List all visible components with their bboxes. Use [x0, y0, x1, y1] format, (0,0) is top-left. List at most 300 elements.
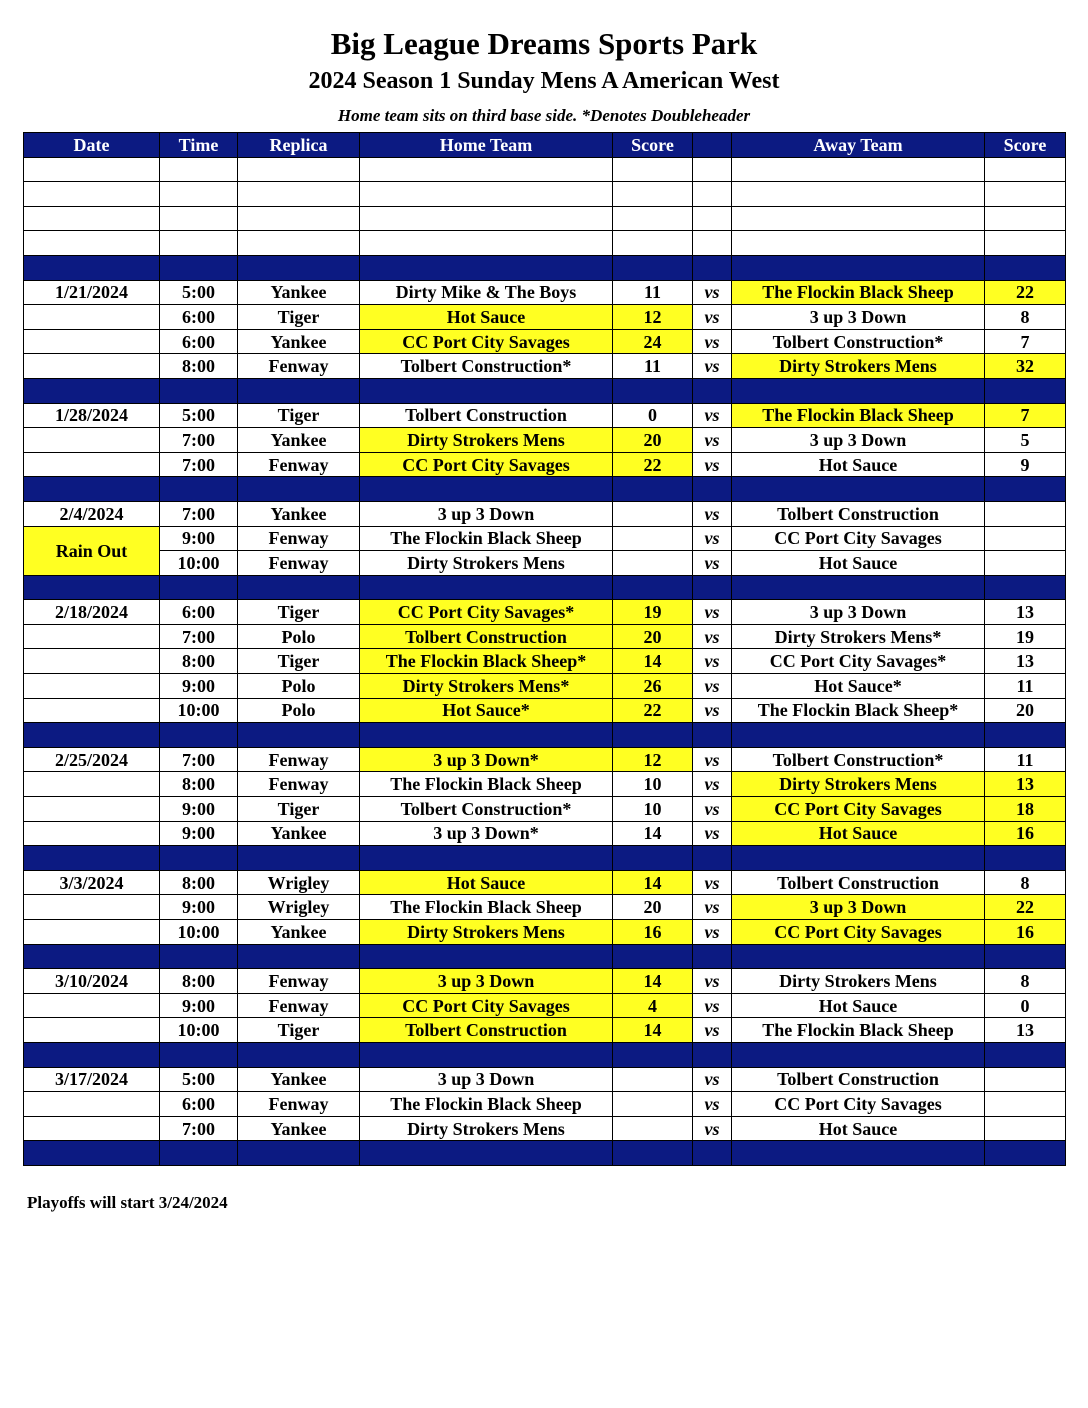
table-row	[24, 280, 1066, 305]
field-cell: Polo	[238, 674, 360, 699]
vs-cell: vs	[693, 649, 732, 674]
date-cell	[24, 1018, 160, 1043]
table-row	[24, 1092, 1066, 1117]
separator-cell	[24, 378, 160, 403]
date-cell	[24, 674, 160, 699]
time-cell: 9:00	[160, 797, 238, 822]
separator-cell	[160, 1042, 238, 1067]
separator-cell	[24, 1042, 160, 1067]
separator-cell	[985, 477, 1066, 502]
time-cell: 7:00	[160, 428, 238, 453]
home-team-cell: CC Port City Savages	[360, 329, 613, 354]
away-team-cell: Hot Sauce	[732, 452, 985, 477]
time-cell: 8:00	[160, 354, 238, 379]
table-row	[24, 305, 1066, 330]
separator-cell	[360, 477, 613, 502]
time-cell	[160, 182, 238, 207]
separator-cell	[238, 1141, 360, 1166]
home-team-cell: Tolbert Construction*	[360, 354, 613, 379]
home-score-cell: 12	[613, 305, 693, 330]
field-cell: Yankee	[238, 428, 360, 453]
separator-cell	[238, 944, 360, 969]
away-score-cell: 13	[985, 1018, 1066, 1043]
separator-cell	[360, 575, 613, 600]
field-cell: Fenway	[238, 354, 360, 379]
away-score-cell: 18	[985, 797, 1066, 822]
table-row	[24, 772, 1066, 797]
separator-cell	[985, 255, 1066, 280]
vs-cell	[693, 182, 732, 207]
vs-cell: vs	[693, 354, 732, 379]
away-team-cell: Hot Sauce*	[732, 674, 985, 699]
home-score-cell: 10	[613, 797, 693, 822]
field-cell: Wrigley	[238, 870, 360, 895]
vs-cell	[693, 231, 732, 256]
home-score-cell	[613, 526, 693, 551]
home-team-cell: Hot Sauce	[360, 305, 613, 330]
field-cell	[238, 206, 360, 231]
separator-cell	[985, 1042, 1066, 1067]
field-cell: Yankee	[238, 1067, 360, 1092]
time-cell: 7:00	[160, 747, 238, 772]
home-team-cell	[360, 157, 613, 182]
time-cell: 9:00	[160, 993, 238, 1018]
home-score-cell: 19	[613, 600, 693, 625]
away-team-cell: The Flockin Black Sheep	[732, 1018, 985, 1043]
home-team-cell: 3 up 3 Down	[360, 969, 613, 994]
away-team-cell: 3 up 3 Down	[732, 428, 985, 453]
week-separator	[24, 944, 1066, 969]
home-team-cell: Hot Sauce	[360, 870, 613, 895]
away-team-cell: Hot Sauce	[732, 993, 985, 1018]
home-score-cell	[613, 501, 693, 526]
header-row	[24, 133, 1066, 158]
time-cell: 8:00	[160, 772, 238, 797]
date-cell	[24, 182, 160, 207]
vs-cell: vs	[693, 797, 732, 822]
separator-cell	[160, 378, 238, 403]
home-score-cell: 14	[613, 870, 693, 895]
date-cell	[24, 452, 160, 477]
week-separator	[24, 477, 1066, 502]
vs-cell: vs	[693, 993, 732, 1018]
separator-cell	[693, 255, 732, 280]
separator-cell	[693, 846, 732, 871]
home-team-cell: Dirty Mike & The Boys	[360, 280, 613, 305]
vs-cell: vs	[693, 280, 732, 305]
date-cell: 1/21/2024	[24, 280, 160, 305]
separator-cell	[693, 575, 732, 600]
separator-cell	[24, 1141, 160, 1166]
table-row	[24, 403, 1066, 428]
separator-cell	[613, 477, 693, 502]
separator-cell	[160, 1141, 238, 1166]
date-cell	[24, 1116, 160, 1141]
separator-cell	[985, 846, 1066, 871]
separator-cell	[613, 575, 693, 600]
field-cell	[238, 182, 360, 207]
separator-cell	[238, 1042, 360, 1067]
field-cell: Fenway	[238, 969, 360, 994]
table-row	[24, 206, 1066, 231]
date-cell	[24, 797, 160, 822]
time-cell: 10:00	[160, 920, 238, 945]
home-score-cell	[613, 231, 693, 256]
home-team-cell: Dirty Strokers Mens*	[360, 674, 613, 699]
field-cell: Fenway	[238, 747, 360, 772]
time-cell: 6:00	[160, 305, 238, 330]
vs-cell: vs	[693, 747, 732, 772]
away-score-cell: 13	[985, 772, 1066, 797]
separator-cell	[238, 575, 360, 600]
field-cell: Yankee	[238, 821, 360, 846]
away-score-cell: 22	[985, 280, 1066, 305]
away-score-cell: 20	[985, 698, 1066, 723]
separator-cell	[693, 378, 732, 403]
time-cell: 5:00	[160, 403, 238, 428]
separator-cell	[985, 378, 1066, 403]
separator-cell	[238, 723, 360, 748]
table-row	[24, 993, 1066, 1018]
time-cell	[160, 231, 238, 256]
separator-cell	[613, 944, 693, 969]
field-cell: Yankee	[238, 920, 360, 945]
away-score-cell	[985, 501, 1066, 526]
away-team-cell: 3 up 3 Down	[732, 600, 985, 625]
date-cell: 3/3/2024	[24, 870, 160, 895]
rain-out-badge: Rain Out	[24, 526, 160, 575]
schedule-body	[24, 157, 1066, 1165]
away-team-cell: Dirty Strokers Mens	[732, 772, 985, 797]
away-score-cell: 7	[985, 403, 1066, 428]
home-team-cell	[360, 231, 613, 256]
vs-cell: vs	[693, 600, 732, 625]
away-score-cell: 13	[985, 600, 1066, 625]
time-cell: 7:00	[160, 624, 238, 649]
away-team-cell: CC Port City Savages	[732, 797, 985, 822]
table-row	[24, 354, 1066, 379]
field-cell	[238, 157, 360, 182]
home-score-cell: 14	[613, 649, 693, 674]
away-score-cell	[985, 1067, 1066, 1092]
field-cell: Yankee	[238, 280, 360, 305]
time-cell: 8:00	[160, 649, 238, 674]
away-score-cell	[985, 182, 1066, 207]
field-cell: Tiger	[238, 305, 360, 330]
time-cell: 10:00	[160, 1018, 238, 1043]
time-cell: 6:00	[160, 329, 238, 354]
away-team-cell: Dirty Strokers Mens	[732, 969, 985, 994]
separator-cell	[693, 477, 732, 502]
home-team-cell: CC Port City Savages*	[360, 600, 613, 625]
field-cell: Tiger	[238, 797, 360, 822]
separator-cell	[360, 1042, 613, 1067]
away-score-cell: 9	[985, 452, 1066, 477]
home-score-cell: 16	[613, 920, 693, 945]
field-cell: Fenway	[238, 526, 360, 551]
vs-cell: vs	[693, 452, 732, 477]
away-score-cell: 11	[985, 674, 1066, 699]
table-row	[24, 157, 1066, 182]
away-team-cell: 3 up 3 Down	[732, 305, 985, 330]
week-separator	[24, 378, 1066, 403]
vs-cell: vs	[693, 526, 732, 551]
vs-cell: vs	[693, 1018, 732, 1043]
away-score-cell: 8	[985, 305, 1066, 330]
away-team-cell: Tolbert Construction*	[732, 329, 985, 354]
home-team-cell	[360, 182, 613, 207]
table-row	[24, 821, 1066, 846]
home-score-cell: 26	[613, 674, 693, 699]
separator-cell	[238, 846, 360, 871]
separator-cell	[160, 575, 238, 600]
field-cell: Wrigley	[238, 895, 360, 920]
table-row	[24, 501, 1066, 526]
away-score-cell: 8	[985, 870, 1066, 895]
away-team-cell: The Flockin Black Sheep	[732, 403, 985, 428]
field-cell: Tiger	[238, 600, 360, 625]
col-away-score: Score	[985, 133, 1066, 158]
table-row	[24, 797, 1066, 822]
away-score-cell	[985, 1116, 1066, 1141]
vs-cell: vs	[693, 501, 732, 526]
home-score-cell: 14	[613, 969, 693, 994]
home-score-cell: 24	[613, 329, 693, 354]
away-score-cell	[985, 231, 1066, 256]
table-row	[24, 698, 1066, 723]
home-score-cell: 11	[613, 354, 693, 379]
field-cell: Fenway	[238, 772, 360, 797]
home-team-cell: 3 up 3 Down	[360, 1067, 613, 1092]
field-cell	[238, 231, 360, 256]
col-vs	[693, 133, 732, 158]
away-team-cell: CC Port City Savages	[732, 1092, 985, 1117]
away-team-cell	[732, 157, 985, 182]
page-title: Big League Dreams Sports Park	[330, 26, 758, 61]
time-cell: 8:00	[160, 870, 238, 895]
field-cell: Fenway	[238, 452, 360, 477]
home-score-cell: 20	[613, 624, 693, 649]
table-row	[24, 920, 1066, 945]
time-cell: 6:00	[160, 600, 238, 625]
separator-cell	[160, 477, 238, 502]
field-cell: Tiger	[238, 649, 360, 674]
col-date: Date	[24, 133, 160, 158]
home-team-cell: Hot Sauce*	[360, 698, 613, 723]
separator-cell	[613, 1042, 693, 1067]
week-separator	[24, 1042, 1066, 1067]
date-cell	[24, 895, 160, 920]
time-cell: 9:00	[160, 526, 238, 551]
vs-cell: vs	[693, 895, 732, 920]
separator-cell	[160, 944, 238, 969]
separator-cell	[693, 723, 732, 748]
separator-cell	[24, 477, 160, 502]
table-row	[24, 182, 1066, 207]
home-team-cell: Dirty Strokers Mens	[360, 551, 613, 576]
away-score-cell: 13	[985, 649, 1066, 674]
away-score-cell: 22	[985, 895, 1066, 920]
home-team-cell: Tolbert Construction*	[360, 797, 613, 822]
home-score-cell	[613, 206, 693, 231]
time-cell: 7:00	[160, 452, 238, 477]
away-team-cell: Tolbert Construction	[732, 1067, 985, 1092]
home-team-cell: The Flockin Black Sheep	[360, 1092, 613, 1117]
schedule-table	[23, 132, 1066, 1166]
field-cell: Fenway	[238, 551, 360, 576]
separator-cell	[613, 846, 693, 871]
away-score-cell	[985, 157, 1066, 182]
away-team-cell: Dirty Strokers Mens	[732, 354, 985, 379]
separator-cell	[360, 255, 613, 280]
separator-cell	[732, 944, 985, 969]
week-separator	[24, 575, 1066, 600]
time-cell: 10:00	[160, 698, 238, 723]
home-score-cell: 14	[613, 1018, 693, 1043]
field-cell: Polo	[238, 624, 360, 649]
away-score-cell: 0	[985, 993, 1066, 1018]
time-cell: 9:00	[160, 821, 238, 846]
separator-cell	[985, 723, 1066, 748]
date-cell	[24, 354, 160, 379]
time-cell: 7:00	[160, 501, 238, 526]
away-team-cell: Hot Sauce	[732, 1116, 985, 1141]
away-team-cell: Dirty Strokers Mens*	[732, 624, 985, 649]
col-time: Time	[160, 133, 238, 158]
date-cell	[24, 772, 160, 797]
away-score-cell	[985, 551, 1066, 576]
time-cell: 9:00	[160, 895, 238, 920]
table-row	[24, 231, 1066, 256]
home-team-cell: The Flockin Black Sheep	[360, 772, 613, 797]
away-score-cell: 11	[985, 747, 1066, 772]
home-score-cell: 22	[613, 698, 693, 723]
date-cell	[24, 428, 160, 453]
home-score-cell: 20	[613, 895, 693, 920]
away-team-cell: The Flockin Black Sheep*	[732, 698, 985, 723]
separator-cell	[732, 477, 985, 502]
time-cell: 10:00	[160, 551, 238, 576]
field-cell: Polo	[238, 698, 360, 723]
table-row	[24, 895, 1066, 920]
time-cell: 8:00	[160, 969, 238, 994]
field-cell: Tiger	[238, 1018, 360, 1043]
vs-cell: vs	[693, 551, 732, 576]
away-team-cell: Tolbert Construction*	[732, 747, 985, 772]
vs-cell: vs	[693, 428, 732, 453]
vs-cell: vs	[693, 870, 732, 895]
home-team-cell: The Flockin Black Sheep	[360, 526, 613, 551]
separator-cell	[985, 1141, 1066, 1166]
vs-cell	[693, 206, 732, 231]
separator-cell	[732, 846, 985, 871]
away-team-cell: Tolbert Construction	[732, 501, 985, 526]
away-team-cell: CC Port City Savages*	[732, 649, 985, 674]
vs-cell: vs	[693, 674, 732, 699]
away-team-cell: CC Port City Savages	[732, 920, 985, 945]
table-row	[24, 969, 1066, 994]
separator-cell	[24, 723, 160, 748]
vs-cell: vs	[693, 821, 732, 846]
week-separator	[24, 846, 1066, 871]
table-row	[24, 452, 1066, 477]
separator-cell	[160, 846, 238, 871]
date-cell: 2/18/2024	[24, 600, 160, 625]
separator-cell	[732, 378, 985, 403]
table-row	[24, 1116, 1066, 1141]
home-score-cell	[613, 157, 693, 182]
separator-cell	[693, 944, 732, 969]
separator-cell	[693, 1042, 732, 1067]
separator-cell	[985, 944, 1066, 969]
home-team-cell: CC Port City Savages	[360, 993, 613, 1018]
date-cell	[24, 993, 160, 1018]
home-team-cell: Dirty Strokers Mens	[360, 428, 613, 453]
vs-cell: vs	[693, 329, 732, 354]
table-row	[24, 870, 1066, 895]
time-cell: 9:00	[160, 674, 238, 699]
separator-cell	[613, 723, 693, 748]
separator-cell	[238, 255, 360, 280]
home-score-cell: 11	[613, 280, 693, 305]
week-separator	[24, 723, 1066, 748]
home-team-cell: Dirty Strokers Mens	[360, 1116, 613, 1141]
time-cell: 6:00	[160, 1092, 238, 1117]
week-separator	[24, 1141, 1066, 1166]
away-score-cell: 8	[985, 969, 1066, 994]
home-score-cell	[613, 1092, 693, 1117]
away-team-cell: Hot Sauce	[732, 821, 985, 846]
away-score-cell: 32	[985, 354, 1066, 379]
separator-cell	[24, 944, 160, 969]
field-cell: Yankee	[238, 329, 360, 354]
date-cell: 3/17/2024	[24, 1067, 160, 1092]
away-team-cell	[732, 231, 985, 256]
field-cell: Fenway	[238, 1092, 360, 1117]
separator-cell	[360, 1141, 613, 1166]
away-score-cell: 16	[985, 821, 1066, 846]
home-team-cell: Dirty Strokers Mens	[360, 920, 613, 945]
away-score-cell: 7	[985, 329, 1066, 354]
table-row	[24, 428, 1066, 453]
separator-cell	[613, 255, 693, 280]
vs-cell: vs	[693, 698, 732, 723]
away-score-cell	[985, 1092, 1066, 1117]
vs-cell: vs	[693, 772, 732, 797]
table-row	[24, 674, 1066, 699]
vs-cell: vs	[693, 1116, 732, 1141]
home-score-cell: 22	[613, 452, 693, 477]
date-cell	[24, 821, 160, 846]
home-score-cell	[613, 551, 693, 576]
home-score-cell	[613, 1067, 693, 1092]
home-team-cell: 3 up 3 Down*	[360, 821, 613, 846]
home-team-cell: The Flockin Black Sheep*	[360, 649, 613, 674]
date-cell	[24, 305, 160, 330]
home-score-cell	[613, 1116, 693, 1141]
away-score-cell	[985, 206, 1066, 231]
home-team-cell: The Flockin Black Sheep	[360, 895, 613, 920]
home-score-cell: 10	[613, 772, 693, 797]
home-score-cell: 4	[613, 993, 693, 1018]
home-team-cell: Tolbert Construction	[360, 624, 613, 649]
field-cell: Yankee	[238, 1116, 360, 1141]
separator-cell	[732, 1042, 985, 1067]
date-cell: 2/4/2024	[24, 501, 160, 526]
away-team-cell: CC Port City Savages	[732, 526, 985, 551]
separator-cell	[732, 575, 985, 600]
table-row	[24, 1067, 1066, 1092]
